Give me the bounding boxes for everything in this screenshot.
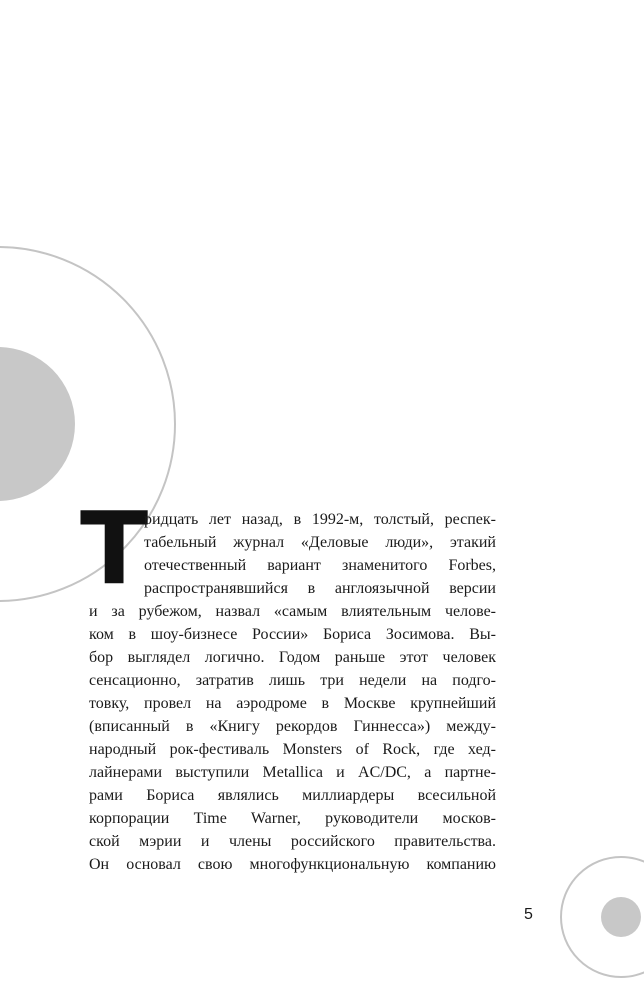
text-line: ридцать лет назад, в 1992-м, толстый, респек- [144, 511, 496, 528]
text-line: Он основал свою многофункциональную компанию [89, 856, 496, 873]
text-line: сенсационно, затратив лишь три недели на подго- [89, 672, 496, 689]
text-line: бор выглядел логично. Годом раньше этот человек [89, 649, 496, 666]
text-line: и за рубежом, назвал «самым влиятельным челове- [89, 603, 496, 620]
text-line: (вписанный в «Книгу рекордов Гиннесса») между- [89, 718, 496, 735]
small-filled-circle [601, 897, 641, 937]
text-line: товку, провел на аэродроме в Москве крупнейший [89, 695, 496, 712]
text-line: ской мэрии и члены российского правительства. [89, 833, 496, 850]
text-line: лайнерами выступили Metallica и AC/DC, а партне- [89, 764, 496, 781]
large-filled-circle [0, 347, 75, 501]
text-line: отечественный вариант знаменитого Forbes, [144, 557, 496, 574]
text-line: ком в шоу-бизнесе России» Бориса Зосимова. Вы- [89, 626, 496, 643]
text-line: распространявшийся в англоязычной версии [144, 580, 496, 597]
text-line: рами Бориса являлись миллиардеры всесильной [89, 787, 496, 804]
text-line: корпорации Time Warner, руководители москов- [89, 810, 496, 827]
text-line: народный рок-фестиваль Monsters of Rock, где хед- [89, 741, 496, 758]
drop-cap: Т [80, 490, 149, 607]
text-line: табельный журнал «Деловые люди», этакий [144, 534, 496, 551]
page-number: 5 [524, 906, 533, 923]
